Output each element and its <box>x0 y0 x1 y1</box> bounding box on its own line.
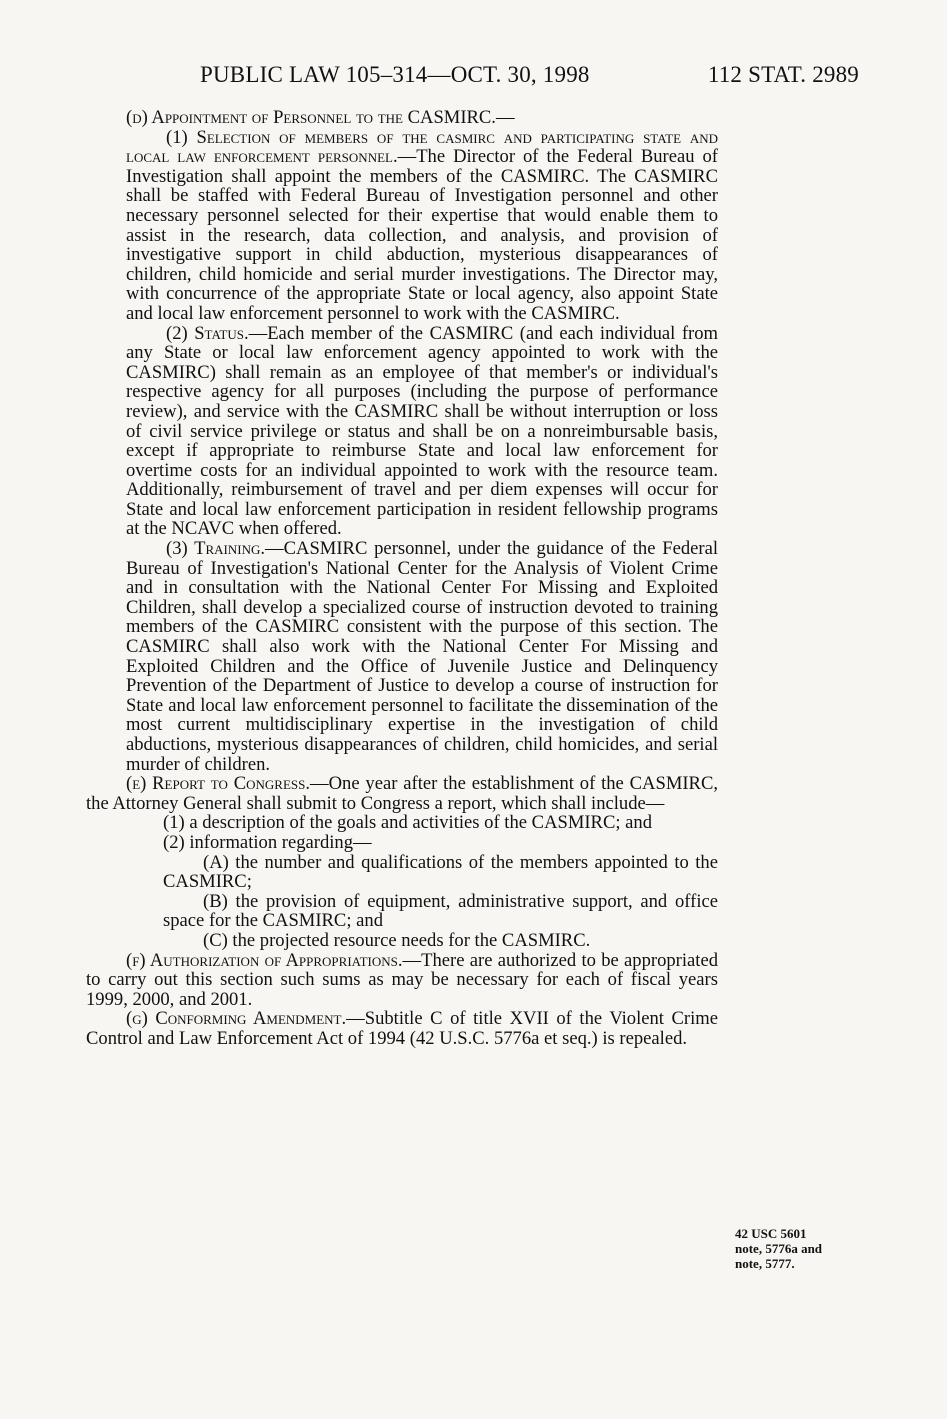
margin-note-line-3: note, 5777. <box>735 1256 795 1271</box>
margin-note-line-1: 42 USC 5601 <box>735 1226 807 1241</box>
subsection-g <box>86 1009 718 1048</box>
paragraph-d3 <box>86 539 718 774</box>
paragraph-d2-text: —Each member of the CASMIRC (and each individual from any State or local law enforcement agency appointed to work with the CASMIRC) shall remain as an employee of that member's or individual's respective agency for all purposes (including the purpose of performance review), and service with the CASMIRC shall be without interruption or loss of civil service privilege or status and shall be on a nonreimbursable basis, except if appropriate to reimburse State and local law enforcement for overtime costs for an individual appointed to work with the resource team. Additionally, reimbursement of travel and per diem expenses will occur for State and local law enforcement participation in resident fellowship programs at the NCAVC when offered. <box>126 322 718 540</box>
statute-citation: 112 STAT. 2989 <box>707 62 859 87</box>
subsection-e-heading: (e) Report to Congress. <box>126 773 311 795</box>
paragraph-d1-heading: (1) Selection of members of the casmirc and participating state and local law enforcement personnel. <box>126 126 718 168</box>
paragraph-d3-text: —CASMIRC personnel, under the guidance of the Federal Bureau of Investigation's National Center for the Analysis of Violent Crime and in consultation with the National Center For Missing and Exploited Children, shall develop a specialized course of instruction devoted to training members of the CASMIRC consistent with the purpose of this section. The CASMIRC shall also work with the National Center For Missing and Exploited Children and the Office of Juvenile Justice and Delinquency Prevention of the Department of Justice to develop a course of instruction for State and local law enforcement personnel to facilitate the dissemination of the most current multidisciplinary expertise in the investigation of child abductions, mysterious disappearances of children, child homicides, and serial murder of children. <box>126 538 719 775</box>
subsection-e-item-B: (B) the provision of equipment, administrative support, and office space for the CASMIRC; and <box>163 890 718 932</box>
subsection-e-item-A: (A) the number and qualifications of the members appointed to the CASMIRC; <box>163 851 718 893</box>
paragraph-d1-text: —The Director of the Federal Bureau of Investigation shall appoint the members of the CASMIRC. The CASMIRC shall be staffed with Federal Bureau of Investigation personnel and other necessary personnel selected for their expertise that would enable them to assist in the research, data collection, and analysis, and provision of investigative support in child abduction, mysterious disappearances of children, child homicide and serial murder investigations. The Director may, with concurrence of the appropriate State or local agency, also appoint State and local law enforcement personnel to work with the CASMIRC. <box>126 146 718 324</box>
law-title: PUBLIC LAW 105–314—OCT. 30, 1998 <box>200 62 590 87</box>
document-body <box>86 108 718 1049</box>
subsection-e-item-2: (2) information regarding— <box>163 831 372 853</box>
paragraph-d2-heading: (2) Status. <box>166 322 249 344</box>
subsection-f <box>86 951 718 1010</box>
subsection-g-text: —Subtitle C of title XVII of the Violent Crime Control and Law Enforcement Act of 1994 (42 U.S.C. 5776a et seq.) is repealed. <box>86 1008 718 1049</box>
subsection-g-heading: (g) Conforming Amendment. <box>126 1008 347 1030</box>
margin-note-line-2: note, 5776a and <box>735 1241 823 1256</box>
paragraph-d3-heading: (3) Training. <box>166 538 266 560</box>
subsection-f-text: —There are authorized to be appropriated to carry out this section such sums as may be necessary for each of fiscal years 1999, 2000, and 2001. <box>86 949 718 1010</box>
subsection-e-text: —One year after the establishment of the CASMIRC, the Attorney General shall submit to Congress a report, which shall include— <box>86 773 718 814</box>
subsection-d-heading: (d) Appointment of Personnel to the CASMIRC.— <box>126 107 515 128</box>
paragraph-d1 <box>86 128 718 324</box>
subsection-e-item-1: (1) a description of the goals and activities of the CASMIRC; and <box>163 812 653 834</box>
paragraph-d2 <box>86 324 718 540</box>
subsection-e-item-C: (C) the projected resource needs for the CASMIRC. <box>203 929 591 951</box>
margin-note <box>735 1226 885 1271</box>
subsection-f-heading: (f) Authorization of Appropriations. <box>126 949 403 971</box>
subsection-e <box>86 774 718 813</box>
